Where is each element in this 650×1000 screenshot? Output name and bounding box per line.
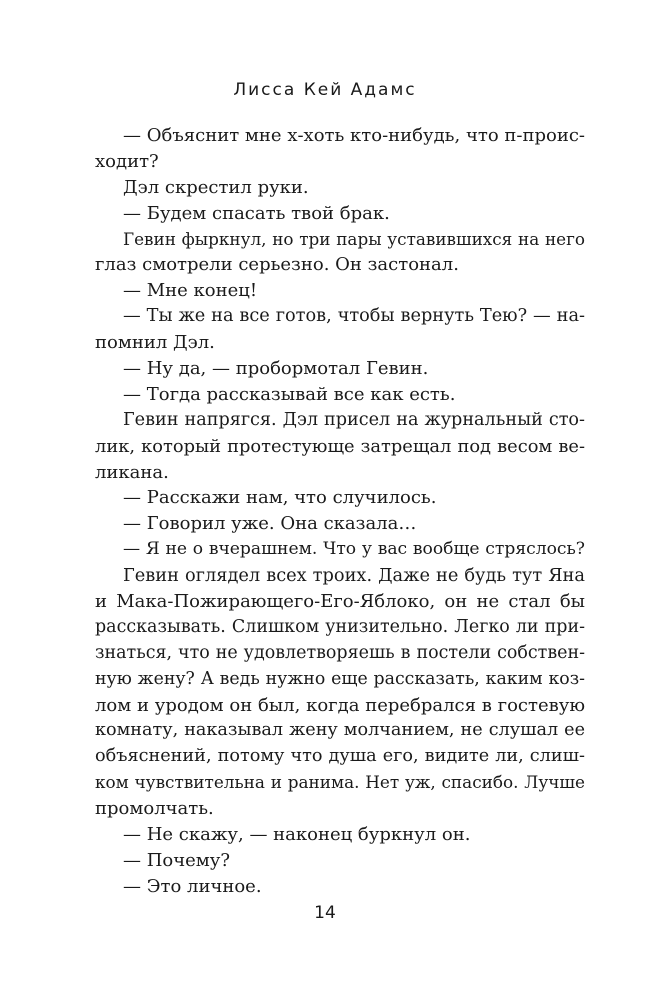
text-line: — Объяснит мне х-хоть кто-нибудь, что п-проис-	[123, 125, 585, 146]
text-line: — Ну да, — пробормотал Гевин.	[123, 358, 429, 380]
text-line: — Я не о вчерашнем. Что у вас вообще стряслось?	[123, 539, 585, 560]
text-line: — Говорил уже. Она сказала…	[123, 513, 417, 535]
text-line: ком чувствительна и ранима. Нет уж, спасибо. Лучше	[95, 772, 585, 793]
text-line: Гевин напрягся. Дэл присел на журнальный сто-	[123, 409, 585, 430]
text-line: ликана.	[95, 461, 169, 483]
text-line: и Мака-Пожирающего-Его-Яблоко, он не стал бы	[95, 591, 585, 613]
text-line: — Не скажу, — наконец буркнул он.	[123, 824, 471, 846]
text-line: — Ты же на все готов, чтобы вернуть Тею? — на-	[123, 306, 585, 327]
text-line: — Почему?	[123, 849, 231, 871]
page-number: 14	[314, 903, 336, 923]
running-header-author: Лисса Кей Адамс	[233, 80, 417, 100]
text-line: знаться, что не удовлетворяешь в постели собствен-	[95, 642, 585, 663]
text-line: лик, который протестующе затрещал под весом ве-	[95, 435, 585, 457]
text-line: рассказывать. Слишком унизительно. Легко ли при-	[95, 616, 585, 637]
text-line: — Расскажи нам, что случилось.	[123, 487, 437, 509]
text-line: помнил Дэл.	[95, 332, 215, 354]
text-line: — Мне конец!	[123, 280, 258, 302]
text-line: лом и уродом он был, когда перебрался в гостевую	[95, 694, 585, 716]
body-text	[95, 123, 585, 900]
text-line: ную жену? А ведь нужно еще рассказать, каким коз-	[95, 668, 585, 689]
text-line: — Тогда рассказывай все как есть.	[123, 383, 456, 405]
text-line: — Это личное.	[123, 875, 262, 897]
text-line: комнату, наказывал жену молчанием, не слушал ее	[95, 720, 585, 741]
text-line: Гевин фыркнул, но три пары уставившихся на него	[123, 228, 585, 249]
text-line: Дэл скрестил руки.	[123, 176, 309, 198]
text-line: — Будем спасать твой брак.	[123, 202, 390, 224]
text-line: промолчать.	[95, 798, 214, 820]
text-line: Гевин оглядел всех троих. Даже не будь тут Яна	[123, 565, 585, 587]
text-line: объяснений, потому что душа его, видите ли, слиш-	[95, 746, 585, 767]
text-line: ходит?	[95, 150, 159, 172]
text-line: глаз смотрели серьезно. Он застонал.	[95, 254, 459, 276]
